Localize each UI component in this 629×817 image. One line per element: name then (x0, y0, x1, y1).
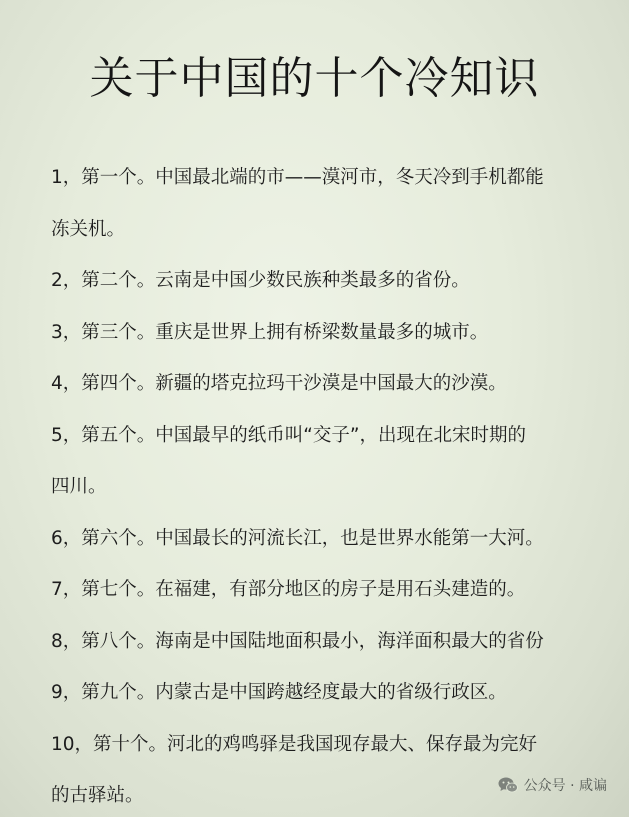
fact-line: 5，第五个。中国最早的纸币叫“交子”，出现在北宋时期的 (51, 424, 526, 446)
fact-list (51, 152, 591, 817)
fact-line: 9，第九个。内蒙古是中国跨越经度最大的省级行政区。 (51, 682, 507, 703)
list-item (51, 410, 591, 513)
list-item (51, 255, 591, 307)
fact-line: 7，第七个。在福建，有部分地区的房子是用石头建造的。 (51, 579, 526, 600)
fact-line: 4，第四个。新疆的塔克拉玛干沙漠是中国最大的沙漠。 (51, 373, 507, 394)
fact-line: 6，第六个。中国最长的河流长江，也是世界水能第一大河。 (51, 527, 544, 549)
watermark-text: 公众号 · 咸谝 (523, 778, 607, 794)
fact-line: 冻关机。 (51, 218, 126, 240)
list-item (51, 616, 591, 668)
page-title: 关于中国的十个冷知识 (89, 53, 540, 104)
fact-line: 四川。 (51, 476, 107, 497)
list-item (51, 667, 591, 719)
list-item (51, 152, 591, 255)
list-item (51, 307, 591, 359)
fact-line: 的古驿站。 (51, 785, 144, 806)
fact-line: 2，第二个。云南是中国少数民族种类最多的省份。 (51, 270, 470, 291)
list-item (51, 719, 591, 817)
wechat-icon (498, 777, 518, 793)
list-item (51, 358, 591, 410)
list-item (51, 513, 591, 565)
fact-line: 8，第八个。海南是中国陆地面积最小，海洋面积最大的省份 (51, 630, 544, 652)
watermark (498, 775, 607, 795)
fact-line: 1，第一个。中国最北端的市——漠河市，冬天冷到手机都能 (51, 167, 544, 188)
fact-line: 3，第三个。重庆是世界上拥有桥梁数量最多的城市。 (51, 321, 489, 343)
list-item (51, 564, 591, 616)
fact-line: 10，第十个。河北的鸡鸣驿是我国现存最大、保存最为完好 (51, 733, 538, 755)
